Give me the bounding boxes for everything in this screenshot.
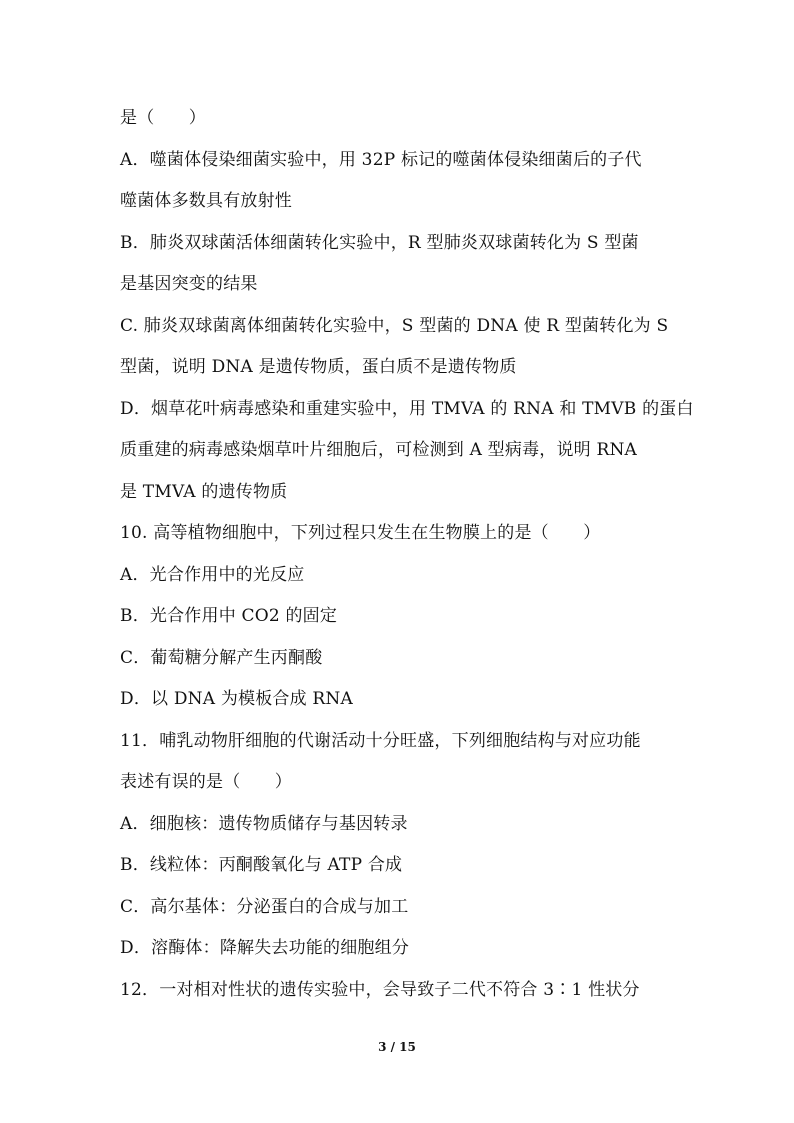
question-9-option-d-cont-1: 质重建的病毒感染烟草叶片细胞后，可检测到 A 型病毒，说明 RNA bbox=[120, 440, 638, 460]
question-11-option-d: D．溶酶体：降解失去功能的细胞组分 bbox=[120, 938, 410, 958]
question-9-stem-end: 是（ ） bbox=[120, 108, 206, 128]
question-10-option-d: D．以 DNA 为模板合成 RNA bbox=[120, 689, 353, 709]
question-12-stem: 12．一对相对性状的遗传实验中，会导致子二代不符合 3∶1 性状分 bbox=[120, 980, 640, 1000]
question-9-option-a: A．噬菌体侵染细菌实验中，用 32P 标记的噬菌体侵染细菌后的子代 bbox=[120, 150, 642, 170]
question-9-option-c-cont: 型菌，说明 DNA 是遗传物质，蛋白质不是遗传物质 bbox=[120, 357, 517, 377]
question-9-option-b: B．肺炎双球菌活体细菌转化实验中，R 型肺炎双球菌转化为 S 型菌 bbox=[120, 233, 639, 253]
question-10-stem: 10. 高等植物细胞中，下列过程只发生在生物膜上的是（ ） bbox=[120, 523, 601, 543]
question-10-option-b: B．光合作用中 CO2 的固定 bbox=[120, 606, 338, 626]
question-10-option-a: A．光合作用中的光反应 bbox=[120, 565, 305, 585]
question-11-stem-cont: 表述有误的是（ ） bbox=[120, 772, 292, 792]
question-10-option-c: C．葡萄糖分解产生丙酮酸 bbox=[120, 648, 323, 668]
question-9-option-b-cont: 是基因突变的结果 bbox=[120, 274, 258, 294]
question-9-option-d: D．烟草花叶病毒感染和重建实验中，用 TMVA 的 RNA 和 TMVB 的蛋白 bbox=[120, 399, 694, 419]
question-9-option-a-cont: 噬菌体多数具有放射性 bbox=[120, 191, 292, 211]
question-9-option-d-cont-2: 是 TMVA 的遗传物质 bbox=[120, 482, 288, 502]
question-11-option-c: C．高尔基体：分泌蛋白的合成与加工 bbox=[120, 897, 409, 917]
question-11-option-a: A．细胞核：遗传物质储存与基因转录 bbox=[120, 814, 408, 834]
question-9-option-c: C. 肺炎双球菌离体细菌转化实验中，S 型菌的 DNA 使 R 型菌转化为 S bbox=[120, 316, 669, 336]
question-11-stem: 11．哺乳动物肝细胞的代谢活动十分旺盛，下列细胞结构与对应功能 bbox=[120, 731, 641, 751]
page-number: 3 / 15 bbox=[378, 1040, 416, 1054]
question-11-option-b: B．线粒体：丙酮酸氧化与 ATP 合成 bbox=[120, 855, 403, 875]
